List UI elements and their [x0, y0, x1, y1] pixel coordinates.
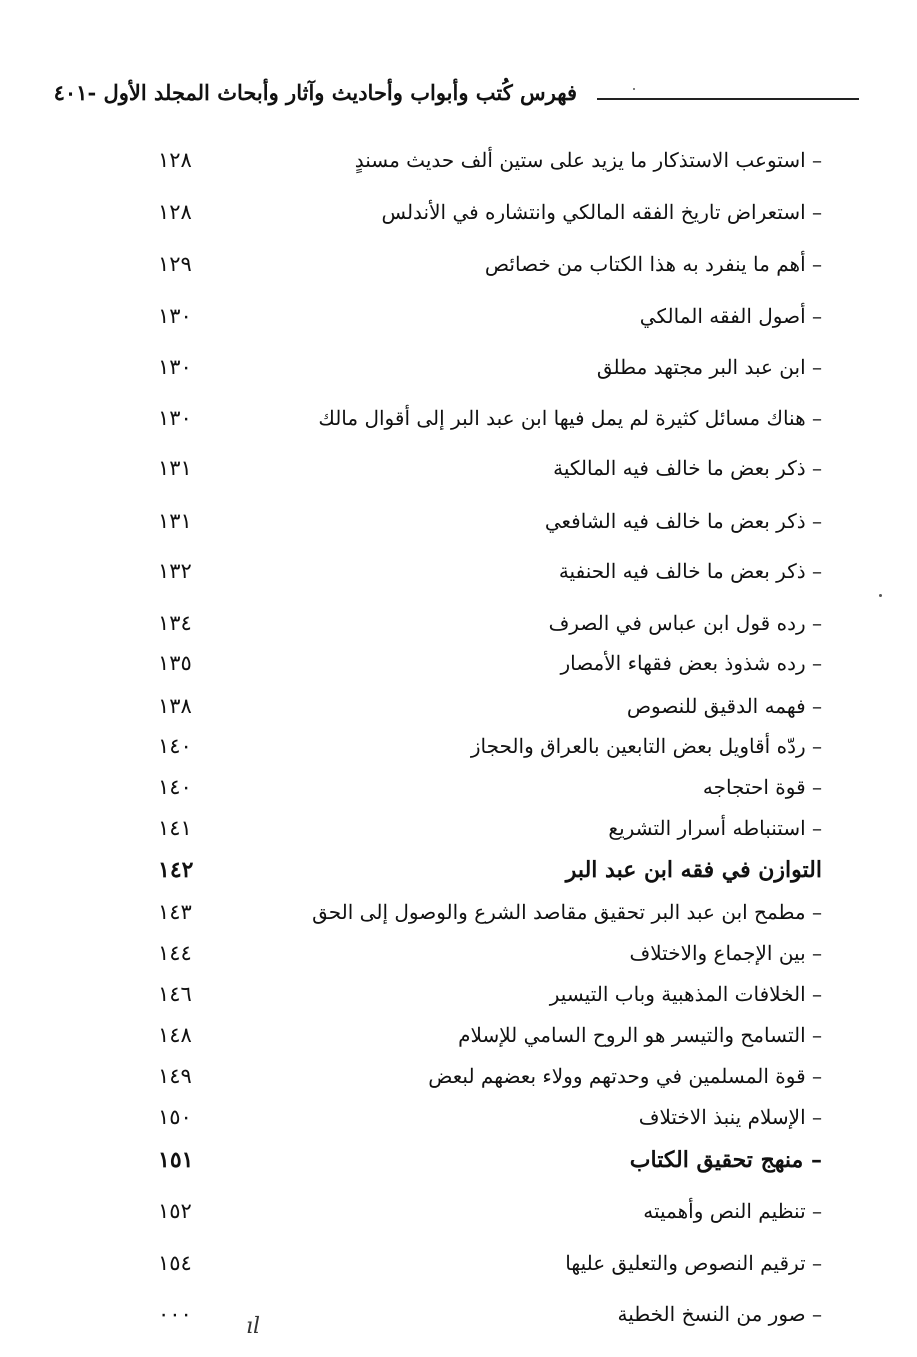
toc-entry [140, 688, 822, 724]
toc-entry-page: ١٣٢ [158, 559, 192, 583]
toc-entry [140, 246, 822, 282]
handwritten-mark: ıl [246, 1314, 261, 1339]
toc-entry-page: ١٥١ [158, 1147, 194, 1173]
toc-entry-title: – قوة المسلمين في وحدتهم وولاء بعضهم لبعض [428, 1064, 822, 1088]
toc-entry-title: – الخلافات المذهبية وباب التيسير [549, 982, 822, 1006]
toc-entry-page: ١٤٠ [158, 734, 192, 758]
toc-entry-page: ١٤٩ [158, 1064, 192, 1088]
toc-entry-title: – استوعب الاستذكار ما يزيد على ستين ألف حديث مسندٍ [354, 148, 822, 172]
toc-entry-page: ١٣٤ [158, 611, 192, 635]
toc-entry-page: ١٣٥ [158, 651, 192, 675]
scan-speck [879, 594, 882, 597]
toc-entry-title: – ابن عبد البر مجتهد مطلق [596, 355, 822, 379]
toc-entry-page: ١٥٤ [158, 1251, 192, 1275]
toc-entry-page: ١٥٢ [158, 1199, 192, 1223]
toc-entry [140, 142, 822, 178]
toc-entry-title: – أهم ما ينفرد به هذا الكتاب من خصائص [484, 252, 822, 276]
toc-entry-title: – التسامح والتيسر هو الروح السامي للإسلام [458, 1023, 822, 1047]
toc-entry [140, 935, 822, 971]
toc-entry-title: – استنباطه أسرار التشريع [608, 816, 822, 840]
toc-entry-page: ١٤٢ [158, 857, 194, 883]
toc-entry-title: – ذكر بعض ما خالف فيه المالكية [553, 456, 822, 480]
toc-entry-page: ١٣٨ [158, 694, 192, 718]
toc-entry-title: – بين الإجماع والاختلاف [629, 941, 822, 965]
toc-entry [140, 976, 822, 1012]
toc-entry [140, 1099, 822, 1135]
toc-entry [140, 645, 822, 681]
toc-entry [140, 1017, 822, 1053]
toc-entry [140, 1245, 822, 1281]
toc-entry-title: – ردّه أقاويل بعض التابعين بالعراق والحجاز [470, 734, 822, 758]
toc-entry [140, 769, 822, 805]
toc-entry-page: ١٤٠ [158, 775, 192, 799]
toc-entry-title: – منهج تحقيق الكتاب [629, 1147, 822, 1173]
scan-speck [633, 88, 635, 90]
toc-entry-page: ١٤٨ [158, 1023, 192, 1047]
toc-entry-page: ١٤٤ [158, 941, 192, 965]
toc-entry-page: ١٣٠ [158, 355, 192, 379]
toc-entry [140, 349, 822, 385]
toc-entry-title: – فهمه الدقيق للنصوص [626, 694, 822, 718]
toc-section-heading [140, 852, 822, 888]
toc-entry-page: ١٢٨ [158, 200, 192, 224]
toc-entry-page: ١٣٠ [158, 406, 192, 430]
toc-entry [140, 298, 822, 334]
toc-entry-page: ١٥٠ [158, 1105, 192, 1129]
toc-entry [140, 1296, 822, 1332]
toc-entry-page: ١٢٨ [158, 148, 192, 172]
toc-entry-title: – صور من النسخ الخطية [617, 1302, 822, 1326]
toc-section-heading [140, 1142, 822, 1178]
toc-entry [140, 894, 822, 930]
toc-entry [140, 553, 822, 589]
toc-entry-title: – رده شذوذ بعض فقهاء الأمصار [560, 651, 822, 675]
toc-entry [140, 728, 822, 764]
toc-entry [140, 1193, 822, 1229]
header-title: فهرس كُتب وأبواب وأحاديث وآثار وأبحاث المجلد الأول -٤٠١ [53, 80, 577, 105]
toc-entry-title: – استعراض تاريخ الفقه المالكي وانتشاره في الأندلس [381, 200, 822, 224]
toc-entry-page: ١٣١ [158, 456, 192, 480]
toc-entry-page: ٠٠٠ [158, 1302, 192, 1326]
toc-entry-title: – ذكر بعض ما خالف فيه الشافعي [544, 509, 822, 533]
toc-entry [140, 450, 822, 486]
toc-entry-page: ١٤٣ [158, 900, 192, 924]
toc-entry-page: ١٣١ [158, 509, 192, 533]
toc-entry [140, 1058, 822, 1094]
toc-entry-title: – تنظيم النص وأهميته [643, 1199, 822, 1223]
toc-entry [140, 810, 822, 846]
toc-entry-page: ١٢٩ [158, 252, 192, 276]
toc-entry-title: – ذكر بعض ما خالف فيه الحنفية [558, 559, 822, 583]
toc-entry-title: – ترقيم النصوص والتعليق عليها [565, 1251, 822, 1275]
toc-entry-page: ١٤١ [158, 816, 192, 840]
toc-entry-title: التوازن في فقه ابن عبد البر [565, 857, 822, 883]
toc-entry [140, 194, 822, 230]
toc-entry [140, 503, 822, 539]
toc-entry-title: – مطمح ابن عبد البر تحقيق مقاصد الشرع والوصول إلى الحق [312, 900, 822, 924]
toc-entry-page: ١٣٠ [158, 304, 192, 328]
toc-entry-title: – هناك مسائل كثيرة لم يمل فيها ابن عبد البر إلى أقوال مالك [318, 406, 822, 430]
toc-entry-title: – الإسلام ينبذ الاختلاف [638, 1105, 822, 1129]
toc-entry [140, 400, 822, 436]
toc-entry-page: ١٤٦ [158, 982, 192, 1006]
toc-entry-title: – قوة احتجاجه [702, 775, 822, 799]
toc-entry-title: – رده قول ابن عباس في الصرف [548, 611, 822, 635]
toc-entry [140, 605, 822, 641]
toc-entry-title: – أصول الفقه المالكي [639, 304, 822, 328]
